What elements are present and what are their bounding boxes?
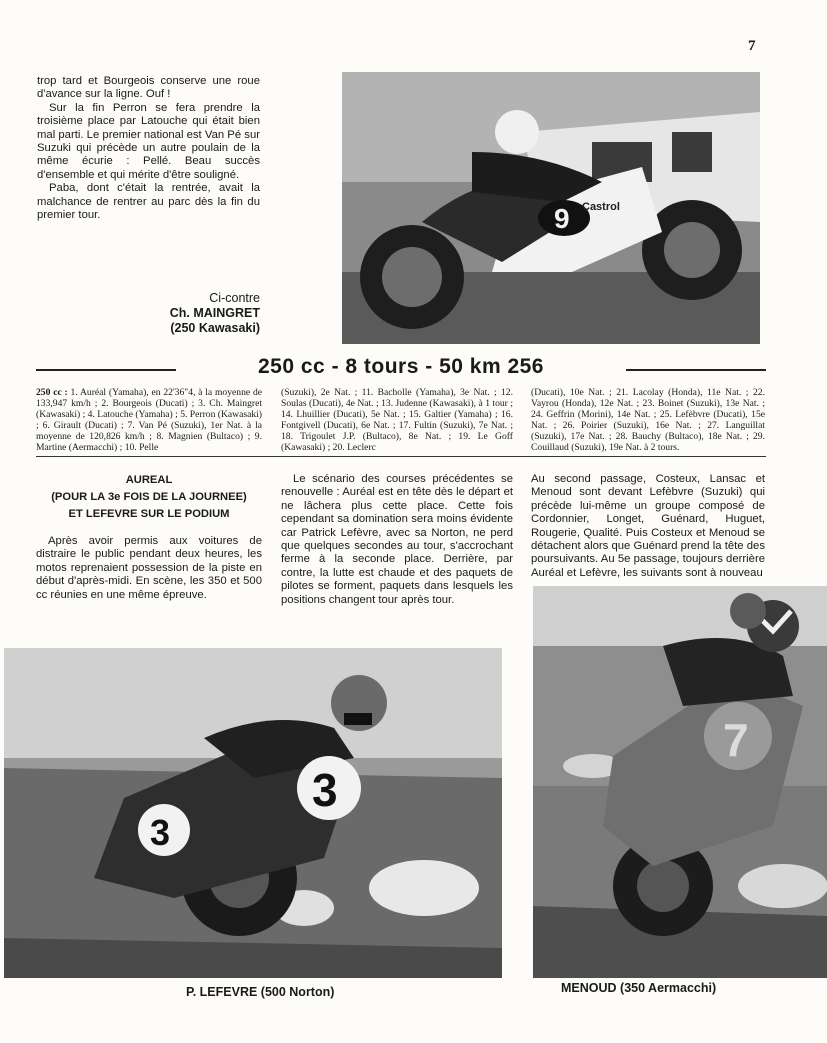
heading-line: (POUR LA 3e FOIS DE LA JOURNEE) <box>51 491 247 503</box>
photo-caption-menoud: MENOUD (350 Aermacchi) <box>561 981 717 995</box>
photo-sponsor-label: Castrol <box>582 201 620 213</box>
photo-menoud <box>533 586 827 978</box>
results-text: (Suzuki), 2e Nat. ; 11. Bacholle (Yamaha), 3e Nat. ; 12. Soulas (Ducati), 4e Nat. ; 13. Judenne (Kawasaki), à 1 tour ; 14. Lhuillier (Ducati), 5e Nat. ; 15. Galtier (Yamaha) ; 16. Fontgivell (Ducati), 6e Nat. ; 17. Fultin (Suzuki), 7e Nat. ; 18. Trigoulet J.P. (Bultaco), 8e Nat. ; 19. Le Goff (Kawasaki) ; 20. Leclerc <box>281 387 513 453</box>
heading-line: ET LEFEVRE SUR LE PODIUM <box>68 508 230 520</box>
caption-line: Ch. MAINGRET <box>169 306 260 320</box>
article-paragraph: Le scénario des courses précédentes se renouvelle : Auréal est en tête dès le départ et ne lâchera plus cette place. Cette fois cependant sa domination sera moins évidente car Patrick Lefèvre, avec sa Norton, ne perd que quelques secondes au tour, s'accrochant ferme à la seconde place. Derrière, par contre, la lutte est chaude et des paquets de pilotes se forment, paquets dans lesquels les positions changent tour après tour. <box>281 473 513 606</box>
article-paragraph: Au second passage, Costeux, Lansac et Menoud sont devant Lefèbvre (Suzuki) qui précède lui-même un groupe composé de Cordonnier, Longet, Guénard, Huguet, Rougerie, Qualité. Puis Costeux et Menoud se détachent alors que Guénard prend la tête des poursuivants. Au 5e passage, toujours derrière Auréal et Lefèvre, les suivants sont à nouveau <box>531 473 765 579</box>
results-text: 1. Auréal (Yamaha), en 22'36"4, à la moyenne de 133,947 km/h ; 2. Bourgeois (Ducati) ; 3. Ch. Maingret (Kawasaki) ; 4. Latouche (Yamaha) ; 5. Perron (Kawasaki) ; 6. Girault (Ducati) ; 7. Van Pé (Suzuki), 1er Nat. à la moyenne de 120,826 km/h ; 8. Magnien (Bultaco) ; 9. Martine (Aermacchi) ; 10. Pelle <box>36 387 263 453</box>
article-col-3 <box>531 473 765 580</box>
photo-number-label: 3 <box>150 812 171 853</box>
photo-caption-lefevre: P. LEFEVRE (500 Norton) <box>186 985 335 999</box>
photo-number-label: 7 <box>723 714 749 766</box>
article-paragraph: Après avoir permis aux voitures de distraire le public pendant deux heures, les motos reprenaient possession de la piste en début d'après-midi. En scène, les 350 et 500 cc réunies en une même épreuve. <box>36 535 262 601</box>
intro-paragraph: trop tard et Bourgeois conserve une roue d'avance sur la ligne. Ouf ! <box>37 75 260 101</box>
article-heading <box>36 472 262 523</box>
intro-paragraph: Paba, dont c'était la rentrée, avait la malchance de rentrer au parc dès la fin du premier tour. <box>37 182 260 222</box>
article-col-2 <box>281 473 513 607</box>
results-col-1 <box>36 388 262 453</box>
photo-caption-maingret <box>110 291 260 336</box>
race-banner <box>36 354 766 386</box>
photo-lefevre <box>4 648 502 978</box>
race-banner-title: 250 cc - 8 tours - 50 km 256 <box>258 355 544 378</box>
caption-line: (250 Kawasaki) <box>170 321 260 335</box>
intro-text <box>37 75 260 222</box>
results-class-label: 250 cc : <box>36 387 68 398</box>
photo-maingret <box>342 72 760 344</box>
section-divider <box>36 456 766 457</box>
results-text: (Ducati), 10e Nat. ; 21. Lacolay (Honda), 11e Nat. ; 22. Vayrou (Honda), 12e Nat. ; 23. Boinet (Suzuki), 13e Nat. ; 24. Geffrin (Morini), 14e Nat. ; 25. Lefèbvre (Ducati), 15e Nat. ; 26. Poirier (Suzuki), 16e Nat. ; 27. Languillat (Suzuki), 17e Nat. ; 28. Bauchy (Bultaco), 18e Nat. ; 29. Couillaud (Suzuki), 19e Nat. à 2 tours. <box>531 387 765 453</box>
caption-line: Ci-contre <box>209 291 260 305</box>
results-col-3 <box>531 388 765 453</box>
page-number: 7 <box>748 38 756 54</box>
article-col-1 <box>36 535 262 602</box>
heading-line: AUREAL <box>125 474 173 486</box>
results-col-2 <box>281 388 513 453</box>
photo-number-label: 9 <box>554 203 570 234</box>
intro-paragraph: Sur la fin Perron se fera prendre la troisième place par Latouche qui était bien mal parti. Le premier national est Van Pé sur Suzuki qui précède un autre poulain de la même écurie : Pellé. Beau succès d'ensemble et qui mérite d'être souligné. <box>37 101 260 181</box>
photo-number-label: 3 <box>312 764 338 816</box>
